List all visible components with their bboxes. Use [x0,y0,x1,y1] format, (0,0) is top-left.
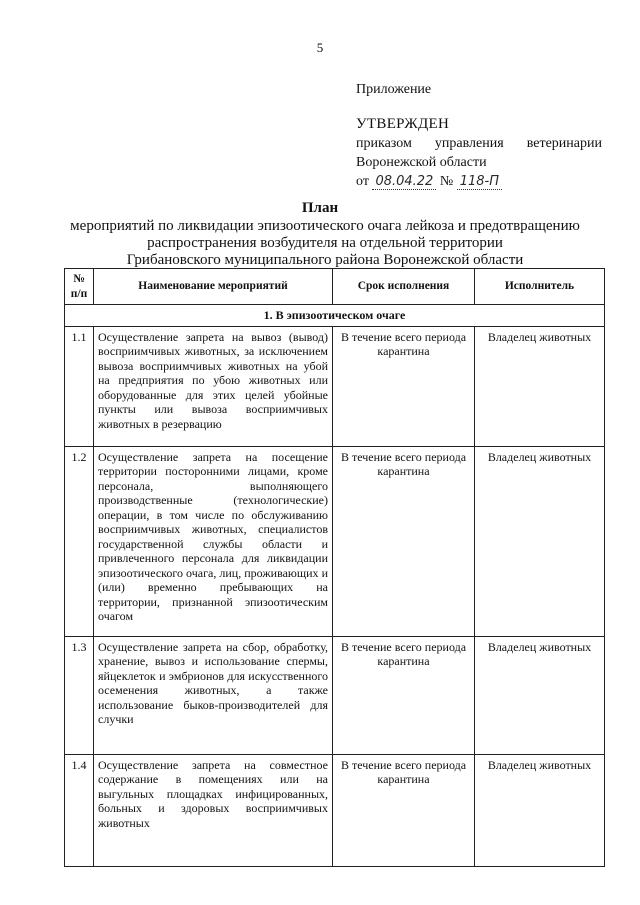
table-row [65,446,605,636]
row-term: В течение всего периода карантина [333,754,475,866]
approval-block [356,80,602,191]
section-row [65,305,605,327]
table-header-row [65,269,605,305]
approved-heading: УТВЕРЖДЕН [356,116,450,132]
number-sign: № [439,174,454,189]
row-name: Осуществление запрета на вывоз (вывод) восприимчивых животных, за исключением вывоза восприимчивых животных на убой на предприятия по убою животных или оборудованные для этих целей убойные пункты или вывоза восприимчивых животных в резервацию [94,326,333,446]
order-date-number-line [356,172,602,191]
row-num: 1.3 [65,636,94,754]
row-num: 1.2 [65,446,94,636]
appendix-label: Приложение [356,82,432,97]
row-executor: Владелец животных [475,636,605,754]
table-row [65,754,605,866]
header-name: Наименование мероприятий [94,269,333,305]
row-name: Осуществление запрета на совместное содержание в помещениях или на выгульных площадках инфицированных, больных и здоровых восприимчивых животных [94,754,333,866]
measures-table [64,268,605,867]
row-executor: Владелец животных [475,326,605,446]
row-name: Осуществление запрета на посещение территории посторонними лицами, кроме персонала, выполняющего производственные (технологические) операции, в том числе по обслуживанию восприимчивых животных, специалистов государственной службы области и привлеченного персонала для ликвидации эпизоотического очага, лиц, проживающих и (или) временно пребывающих на территории, признанной эпизоотическим очагом [94,446,333,636]
row-executor: Владелец животных [475,754,605,866]
row-term: В течение всего периода карантина [333,446,475,636]
plan-title: План [301,200,339,216]
row-term: В течение всего периода карантина [333,636,475,754]
table-row [65,636,605,754]
header-num: № п/п [65,269,94,305]
order-authority-line2: Воронежской области [356,155,487,170]
row-name: Осуществление запрета на сбор, обработку, хранение, вывоз и использование спермы, яйцеклеток и эмбрионов для искусственного осеменения животных, а также использование быков-производителей для случки [94,636,333,754]
page-number: 5 [316,40,324,55]
order-authority-line1 [356,134,602,153]
table-row [65,326,605,446]
order-date: 08.04.22 [372,174,436,190]
plan-subtitle [60,218,590,269]
order-word: приказом [356,136,412,151]
row-num: 1.1 [65,326,94,446]
order-word: управления [434,136,504,151]
plan-subtitle-line: мероприятий по ликвидации эпизоотического очага лейкоза и предотвращению [70,218,580,234]
row-term: В течение всего периода карантина [333,326,475,446]
section-title: 1. В эпизоотическом очаге [65,305,605,327]
row-num: 1.4 [65,754,94,866]
plan-subtitle-line: Грибановского муниципального района Воронежской области [126,252,524,268]
header-term: Срок исполнения [333,269,475,305]
order-number: 118-П [457,174,502,190]
row-executor: Владелец животных [475,446,605,636]
header-executor: Исполнитель [475,269,605,305]
plan-subtitle-line: распространения возбудителя на отдельной территории [147,235,503,251]
from-prefix: от [356,174,369,189]
order-word: ветеринарии [526,136,602,151]
